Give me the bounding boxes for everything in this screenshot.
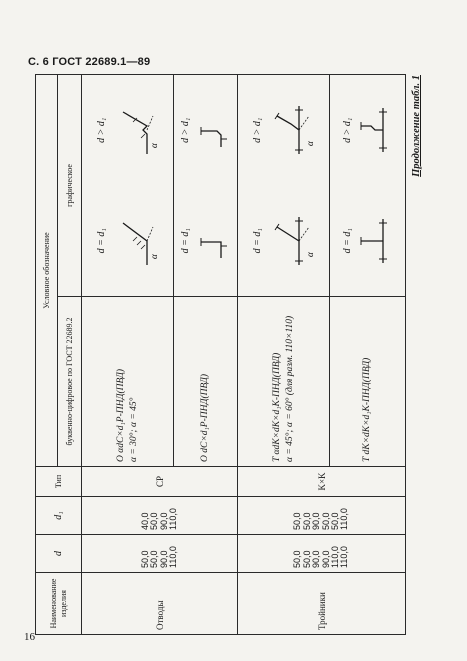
row-graphic — [238, 74, 330, 296]
header-code: буквенно-цифровое по ГОСТ 22689.2 — [58, 297, 82, 467]
table-row — [82, 74, 174, 634]
condition-label: d > d₁ — [342, 117, 353, 143]
row-code: T αdK×dK×d₁K-ПНД(ПВД) α = 45°; α = 60° (для разм. 110×110) — [238, 297, 330, 467]
row-d1: 40,0 50,0 90,0 110,0 — [82, 497, 238, 535]
header-graphic: графическое — [58, 74, 82, 296]
tee-reducer-angle-symbol-icon — [263, 100, 315, 160]
row-d: 50,0 50,0 90,0 90,0 110,0 110,0 — [238, 535, 406, 573]
elbow-90-symbol-icon — [191, 216, 231, 266]
row-name: Отводы — [82, 573, 238, 635]
svg-text:α: α — [305, 141, 315, 147]
row-d: 50,0 50,0 90,0 110,0 — [82, 535, 238, 573]
row-name: Тройники — [238, 573, 406, 635]
designation-table — [35, 74, 406, 635]
condition-label: d = d₁ — [180, 228, 191, 254]
row-graphic-alt — [330, 74, 406, 296]
svg-text:α: α — [149, 143, 159, 149]
header-type: Тип — [36, 467, 82, 497]
elbow-reducer-angle-symbol-icon — [107, 100, 159, 160]
elbow-angle-symbol-icon — [107, 211, 159, 271]
row-graphic — [82, 74, 174, 296]
row-type: CP — [82, 467, 238, 497]
table-row — [238, 74, 330, 634]
tee-90-reducer-symbol-icon — [353, 102, 393, 158]
header-group: Условное обозначение — [36, 74, 58, 466]
tee-90-symbol-icon — [353, 213, 393, 269]
condition-label: d > d₁ — [180, 117, 191, 143]
table-caption: Продолжение табл. 1 — [411, 75, 422, 177]
row-code-alt: T dK×dK×d₁K-ПНД(ПВД) — [330, 297, 406, 467]
page-header: С. 6 ГОСТ 22689.1—89 — [28, 56, 151, 68]
header-d1: d₁ — [36, 497, 82, 535]
svg-text:α: α — [149, 254, 159, 259]
row-graphic-alt — [174, 74, 238, 296]
condition-label: d = d₁ — [252, 228, 263, 254]
page-number: 16 — [24, 631, 35, 643]
condition-label: d = d₁ — [96, 228, 107, 254]
row-code-alt: O dC×d₁P-ПНД(ПВД) — [174, 297, 238, 467]
row-d1: 50,0 50,0 90,0 50,0 50,0 110,0 — [238, 497, 406, 535]
condition-label: d > d₁ — [252, 117, 263, 143]
condition-label: d = d₁ — [342, 228, 353, 254]
rotated-table-area — [23, 65, 467, 630]
header-d: d — [36, 535, 82, 573]
row-type: K×K — [238, 467, 406, 497]
svg-text:α: α — [305, 252, 315, 257]
condition-label: d > d₁ — [96, 117, 107, 143]
row-code: O αdC×d₁P-ПНД(ПВД) α = 30°; α = 45° — [82, 297, 174, 467]
header-name: Наименование изделия — [36, 573, 82, 635]
tee-angle-symbol-icon — [263, 211, 315, 271]
elbow-90-reducer-symbol-icon — [191, 105, 231, 155]
